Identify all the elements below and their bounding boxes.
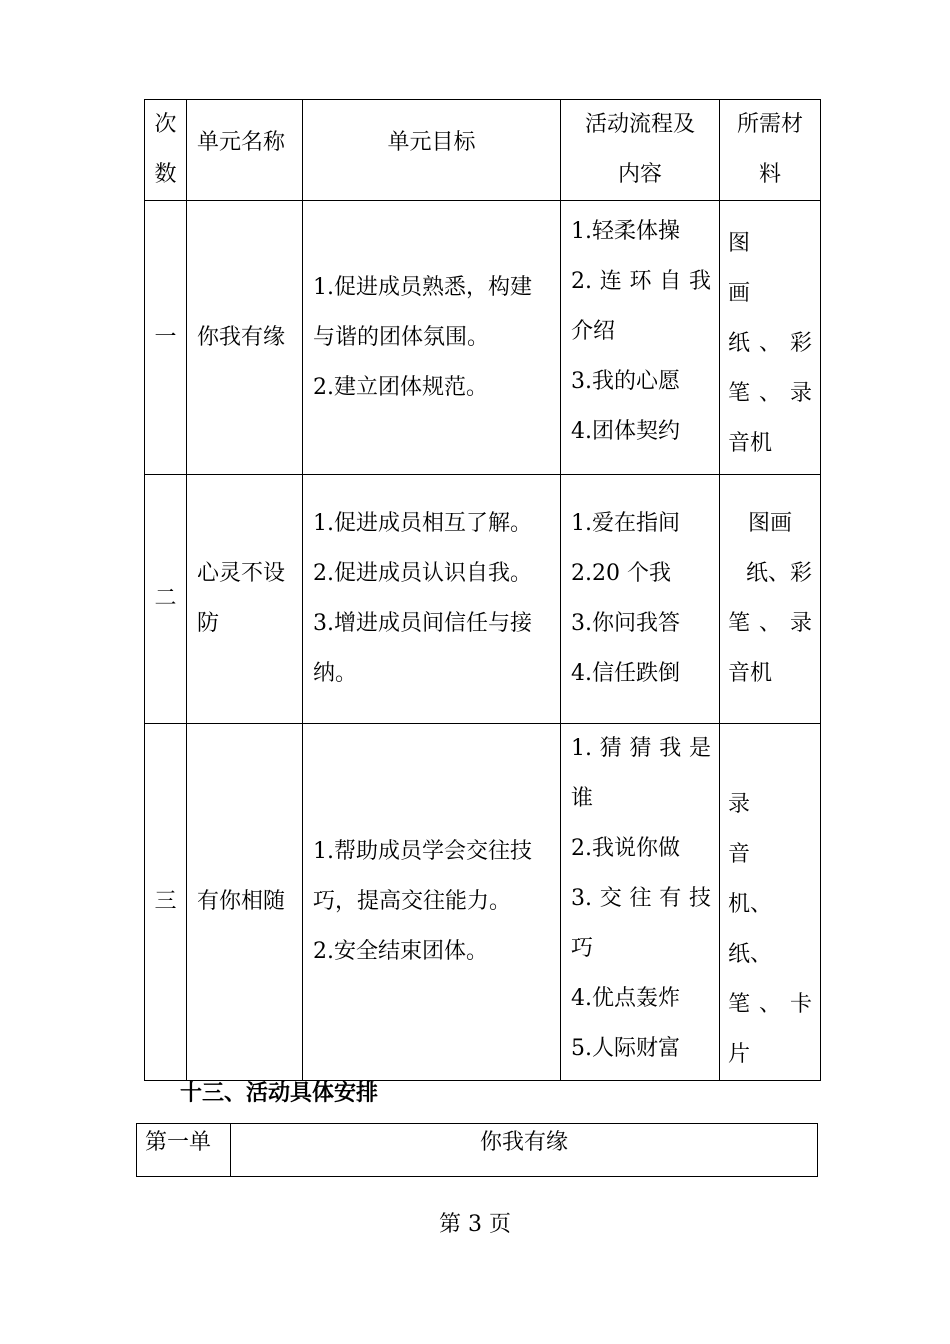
header-flow-line: 活动流程及 (584, 112, 695, 137)
header-name (187, 100, 303, 201)
material-line: 图 画 (728, 231, 795, 306)
unit-header-table (136, 1123, 818, 1177)
unit-name: 你我有缘 (231, 1124, 818, 1177)
goal-line: 巧，提高交往能力。 (313, 889, 512, 914)
row-flow (561, 475, 720, 724)
row-flow (561, 724, 720, 1081)
flow-line: 4.信任跌倒 (571, 661, 680, 686)
flow-line: 2.我说你做 (571, 836, 680, 861)
header-num (145, 100, 187, 201)
flow-line: 2.连环自我 (571, 269, 711, 294)
material-line: 录 音 (728, 792, 795, 867)
material-line: 片 (728, 1042, 751, 1067)
row-goals (303, 201, 561, 475)
row-name (187, 475, 303, 724)
material-line: 笔、录 (728, 611, 812, 636)
table-header-row (145, 100, 821, 201)
goal-line: 2.促进成员认识自我。 (313, 561, 532, 586)
goal-line: 1.促进成员相互了解。 (313, 511, 532, 536)
header-flow-line: 内容 (617, 162, 662, 187)
row-goals (303, 724, 561, 1081)
material-line: 笔、卡 (728, 992, 812, 1017)
header-goal-text: 单元目标 (387, 130, 476, 155)
flow-line: 谁 (571, 786, 594, 811)
header-flow (561, 100, 720, 201)
goal-line: 与谐的团体氛围。 (313, 324, 490, 350)
table-row (145, 201, 821, 475)
header-name-text: 单元名称 (197, 130, 286, 155)
goal-line: 纳。 (313, 661, 358, 686)
flow-line: 4.优点轰炸 (571, 986, 680, 1011)
header-num-line: 次 (154, 112, 177, 137)
flow-line: 3.我的心愿 (571, 369, 680, 394)
header-materials-line: 料 (758, 162, 781, 187)
flow-line: 1.猜猜我是 (571, 736, 711, 761)
material-line: 音机 (728, 431, 773, 456)
unit-label: 第一单 (137, 1124, 231, 1177)
table-row (145, 475, 821, 724)
goal-line: 1.帮助成员学会交往技 (313, 839, 532, 864)
flow-line: 3.交往有技 (571, 886, 711, 911)
row-num: 三 (145, 724, 187, 1081)
flow-line: 3.你问我答 (571, 611, 680, 636)
row-num: 一 (145, 201, 187, 475)
row-materials (720, 201, 821, 475)
table-row (145, 724, 821, 1081)
row-materials (720, 724, 821, 1081)
section-title: 十三、活动具体安排 (180, 1080, 379, 1106)
unit-plan-table (144, 99, 821, 1081)
header-materials (720, 100, 821, 201)
material-line: 纸、彩 (728, 331, 812, 356)
flow-line: 2.20 个我 (571, 561, 671, 586)
flow-line: 5.人际财富 (571, 1036, 680, 1061)
material-line: 机、纸、 (728, 892, 773, 967)
header-goal (303, 100, 561, 201)
flow-line: 1.爱在指间 (571, 511, 680, 536)
page-number: 第 3 页 (439, 1212, 511, 1237)
goal-line: 2.建立团体规范。 (313, 374, 488, 400)
flow-line: 巧 (571, 936, 594, 961)
flow-line: 介绍 (571, 319, 616, 344)
material-line: 图画 (747, 511, 792, 536)
material-line: 纸、彩 (745, 561, 812, 586)
goal-line: 3.增进成员间信任与接 (313, 611, 532, 636)
material-line: 笔、录 (728, 381, 812, 406)
header-materials-line: 所需材 (736, 112, 803, 137)
row-flow (561, 201, 720, 475)
flow-line: 1.轻柔体操 (571, 219, 680, 244)
header-num-line: 数 (154, 162, 177, 187)
row-name-text: 心灵不设防 (197, 561, 286, 636)
goal-line: 1.促进成员熟悉，构建 (313, 274, 532, 300)
row-num: 二 (145, 475, 187, 724)
row-name: 有你相随 (187, 724, 303, 1081)
material-line: 音机 (728, 661, 773, 686)
row-materials (720, 475, 821, 724)
flow-line: 4.团体契约 (571, 419, 680, 444)
row-name: 你我有缘 (187, 201, 303, 475)
row-goals (303, 475, 561, 724)
goal-line: 2.安全结束团体。 (313, 939, 488, 964)
unit-header-row (137, 1124, 818, 1177)
